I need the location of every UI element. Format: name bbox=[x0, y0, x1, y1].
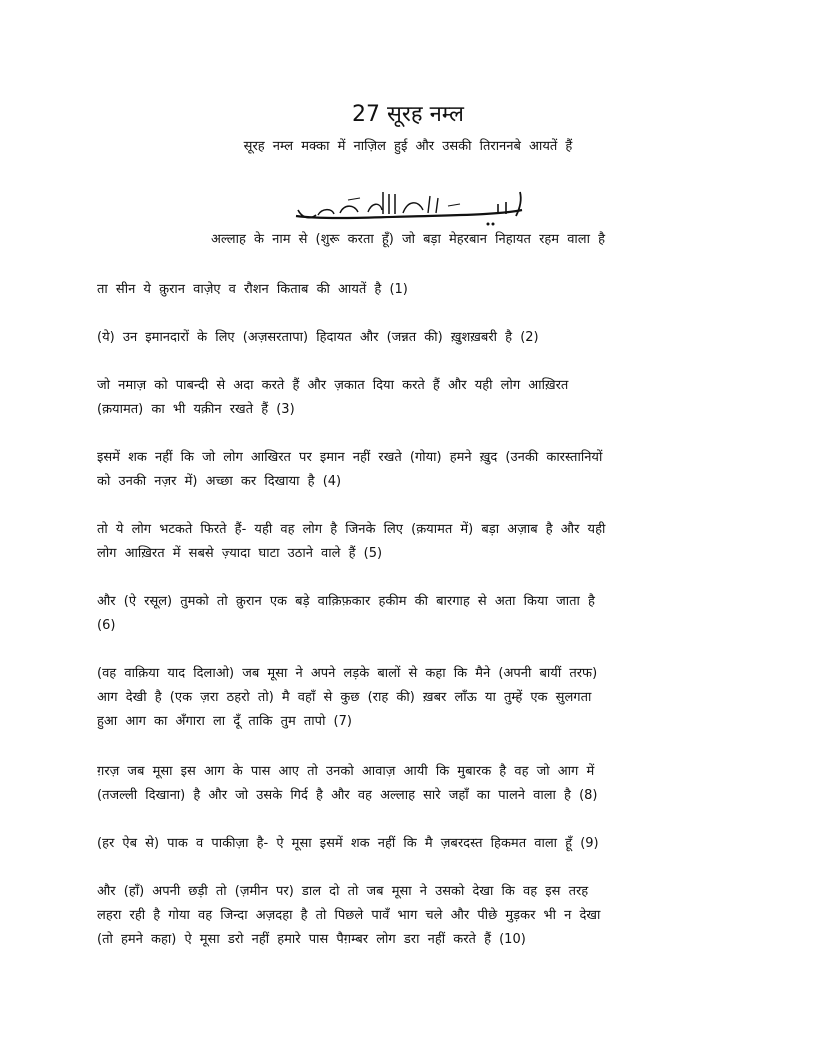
verse-2 bbox=[97, 326, 722, 350]
verse-line: तो ये लोग भटकते फिरते हैं- यही वह लोग है जिनके लिए (क़यामत में) बड़ा अज़ाब है और यही bbox=[97, 522, 606, 537]
verse-line: (तजल्ली दिखाना) है और जो उसके गिर्द है और वह अल्लाह सारे जहाँ का पालने वाला है (8) bbox=[97, 788, 598, 803]
verse-line: आग देखी है (एक ज़रा ठहरो तो) मै वहाँ से कुछ (राह की) ख़बर लाँऊ या तुम्हें एक सुलगता bbox=[97, 690, 592, 705]
verse-line: और (ऐ रसूल) तुमको तो क़ुरान एक बड़े वाक़िफ़कार हकीम की बारगाह से अता किया जाता है bbox=[97, 594, 595, 609]
verse-line: (क़यामत) का भी यक़ीन रखते हैं (3) bbox=[97, 402, 295, 417]
verse-line: (6) bbox=[97, 618, 116, 633]
verse-line: और (हाँ) अपनी छड़ी तो (ज़मीन पर) डाल दो तो जब मूसा ने उसको देखा कि वह इस तरह bbox=[97, 884, 589, 899]
bismillah-calligraphy bbox=[288, 180, 528, 230]
verse-line: को उनकी नज़र में) अच्छा कर दिखाया है (4) bbox=[97, 474, 342, 489]
verse-line: (ये) उन इमानदारों के लिए (अज़सरतापा) हिदायत और (जन्नत की) ख़ुशख़बरी है (2) bbox=[97, 330, 539, 345]
bismillah-translation: अल्लाह के नाम से (शुरू करता हूँ) जो बड़ा मेहरबान निहायत रहम वाला है bbox=[210, 232, 606, 247]
bismillah-calligraphy-art bbox=[288, 180, 528, 230]
verse-9 bbox=[97, 832, 722, 856]
verse-line: ता सीन ये क़ुरान वाज़ेए व रौशन किताब की आयतें है (1) bbox=[97, 282, 408, 297]
verse-line: (वह वाक़िया याद दिलाओ) जब मूसा ने अपने लड़के बालों से कहा कि मैने (अपनी बायीं तरफ) bbox=[97, 666, 598, 681]
verse-line: जो नमाज़ को पाबन्दी से अदा करते हैं और ज़कात दिया करते हैं और यही लोग आख़िरत bbox=[97, 378, 569, 393]
verse-line: लहरा रही है गोया वह जिन्दा अज़दहा है तो पिछले पावँ भाग चले और पीछे मुड़कर भी न देखा bbox=[97, 908, 601, 923]
verse-line: ग़रज़ जब मूसा इस आग के पास आए तो उनको आवाज़ आयी कि मुबारक है वह जो आग में bbox=[97, 764, 595, 779]
verse-4 bbox=[97, 446, 722, 494]
verse-line: (तो हमने कहा) ऐ मूसा डरो नहीं हमारे पास पैग़म्बर लोग डरा नहीं करते हैं (10) bbox=[97, 932, 526, 947]
verse-1 bbox=[97, 278, 722, 302]
verse-line: हुआ आग का अँगारा ला दूँ ताकि तुम तापो (7) bbox=[97, 714, 352, 729]
verse-10 bbox=[97, 880, 722, 952]
verse-5 bbox=[97, 518, 722, 566]
surah-subtitle: सूरह नम्ल मक्का में नाज़िल हुई और उसकी तिराननबे आयतें हैं bbox=[243, 139, 573, 154]
surah-title: 27 सूरह नम्ल bbox=[352, 102, 464, 127]
verse-line: इसमें शक नहीं कि जो लोग आखिरत पर इमान नहीं रखते (गोया) हमने ख़ुद (उनकी कारस्तानियों bbox=[97, 450, 603, 465]
verse-8 bbox=[97, 760, 722, 808]
verse-line: लोग आख़िरत में सबसे ज़्यादा घाटा उठाने वाले हैं (5) bbox=[97, 546, 383, 561]
verse-7 bbox=[97, 662, 722, 734]
verse-3 bbox=[97, 374, 722, 422]
verse-6 bbox=[97, 590, 722, 638]
verse-line: (हर ऐब से) पाक व पाकीज़ा है- ऐ मूसा इसमें शक नहीं कि मै ज़बरदस्त हिकमत वाला हूँ (9) bbox=[97, 836, 599, 851]
